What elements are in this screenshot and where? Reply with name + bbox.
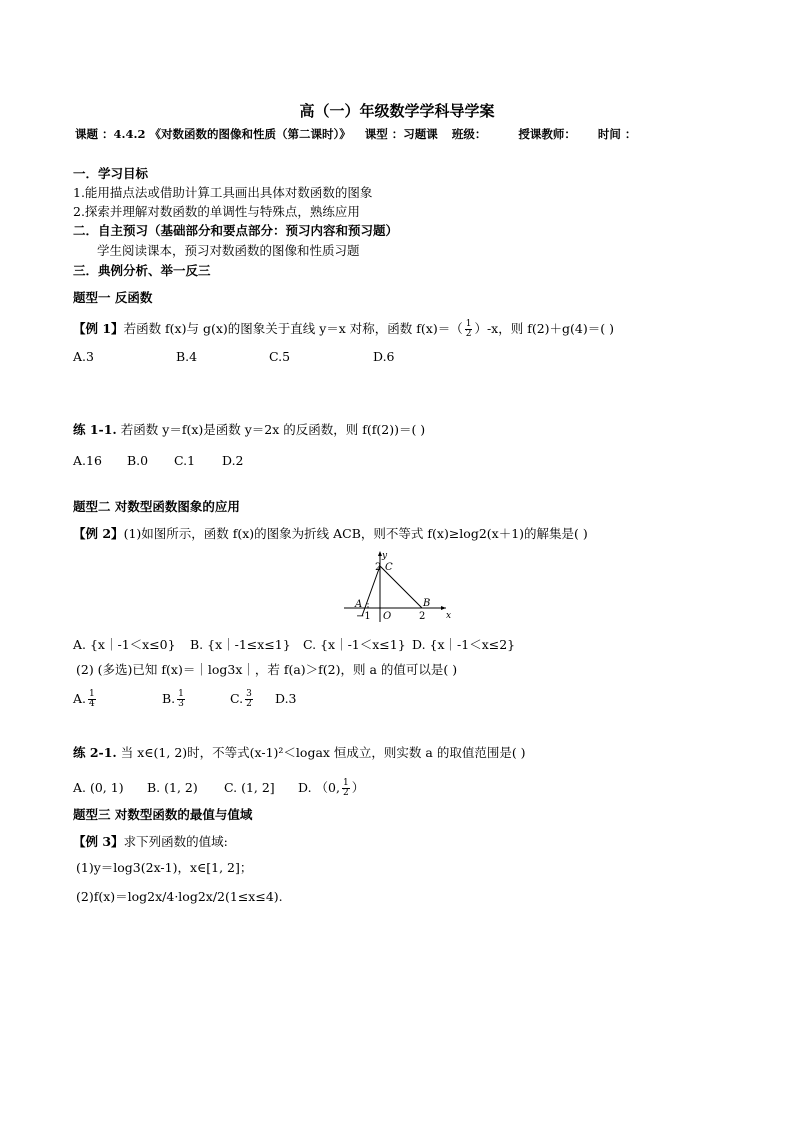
option-c: C. {x｜-1＜x≤1} bbox=[303, 637, 406, 652]
example-3: 【例 3】求下列函数的值域: bbox=[73, 834, 228, 849]
type-2-heading: 题型二 对数型函数图象的应用 bbox=[73, 499, 240, 514]
y-tick-2: 2 bbox=[375, 562, 382, 573]
option-b: B. {x｜-1≤x≤1} bbox=[190, 637, 291, 652]
section-2-heading: 二．自主预习（基础部分和要点部分：预习内容和预习题） bbox=[73, 223, 399, 238]
option-b: B.0 bbox=[127, 453, 149, 468]
option-c: C.1 bbox=[174, 453, 196, 468]
option-c: C. (1, 2] bbox=[224, 780, 275, 795]
objective-2: 2.探索并理解对数函数的单调性与特殊点，熟练应用 bbox=[73, 204, 360, 219]
origin-o: O bbox=[383, 611, 392, 622]
objective-1: 1.能用描点法或借助计算工具画出具体对数函数的图象 bbox=[73, 185, 373, 200]
lesson-header bbox=[75, 126, 646, 142]
practice-2-1-options bbox=[73, 779, 364, 798]
teacher-field: 授课教师： bbox=[518, 127, 576, 141]
polyline-graph-figure bbox=[340, 548, 460, 624]
practice-2-1: 练 2-1. 当 x∈(1, 2)时，不等式(x-1)²＜logax 恒成立，则实数 a 的取值范围是( ) bbox=[73, 745, 526, 760]
type-1-heading: 题型一 反函数 bbox=[73, 290, 153, 305]
option-c: C. $\frac{3}{2}$ bbox=[230, 689, 252, 709]
option-a: A.3 bbox=[73, 349, 94, 364]
time-field: 时间 ： bbox=[597, 127, 637, 141]
option-d: D.2 bbox=[222, 453, 244, 468]
option-a: A. $\frac{1}{4}$ bbox=[73, 689, 95, 709]
point-c: C bbox=[385, 562, 393, 573]
section-1-heading: 一．学习目标 bbox=[73, 166, 149, 181]
option-d: D.3 bbox=[275, 691, 297, 706]
practice-1-1: 练 1-1. 若函数 y＝f(x)是函数 y＝2x 的反函数，则 f(f(2))＝( ) bbox=[73, 422, 426, 437]
y-label: y bbox=[382, 551, 388, 561]
example-2-options bbox=[73, 637, 515, 653]
x-label: x bbox=[446, 611, 452, 621]
option-a: A. {x｜-1＜x≤0} bbox=[73, 637, 176, 652]
example-2-part-2-options bbox=[73, 690, 297, 709]
lesson-type: 课型 ：习题课 bbox=[364, 127, 438, 141]
option-d: D. （0, $\frac{1}{2}$ ） bbox=[298, 778, 365, 798]
example-1-options bbox=[73, 349, 395, 365]
example-1: 【例 1】若函数 f(x)与 g(x)的图象关于直线 y＝x 对称，函数 f(x)＝（ $\frac{1}{2}$ ）-x，则 f(2)＋g(4)＝( ) bbox=[73, 319, 614, 339]
x-tick-2: 2 bbox=[419, 611, 426, 622]
option-c: C.5 bbox=[269, 349, 291, 364]
type-3-heading: 题型三 对数型函数的最值与值域 bbox=[73, 807, 253, 822]
example-3-part-1: (1)y＝log3(2x-1)，x∈[1, 2]； bbox=[76, 860, 253, 875]
section-3-heading: 三．典例分析、举一反三 bbox=[73, 263, 211, 278]
point-b: B bbox=[423, 598, 431, 609]
lesson-topic: 课题 ：4.4.2 《对数函数的图像和性质（第二课时）》 bbox=[75, 127, 351, 141]
option-a: A.16 bbox=[73, 453, 102, 468]
example-2: 【例 2】(1)如图所示，函数 f(x)的图象为折线 ACB，则不等式 f(x)≥log2(x＋1)的解集是( ) bbox=[73, 526, 588, 541]
x-axis-arrow bbox=[441, 606, 446, 610]
class-field: 班级： bbox=[451, 127, 487, 141]
option-b: B. (1, 2) bbox=[147, 780, 198, 795]
option-b: B.4 bbox=[176, 349, 198, 364]
preview-text: 学生阅读课本，预习对数函数的图像和性质习题 bbox=[97, 243, 360, 258]
page-title: 高（一）年级数学学科导学案 bbox=[299, 102, 495, 120]
option-a: A. (0, 1) bbox=[73, 780, 124, 795]
option-d: D.6 bbox=[373, 349, 395, 364]
practice-1-1-options bbox=[73, 453, 244, 469]
x-tick-neg1: −1 bbox=[356, 611, 371, 622]
option-b: B. $\frac{1}{3}$ bbox=[162, 689, 184, 709]
option-d: D. {x｜-1＜x≤2} bbox=[412, 637, 516, 652]
point-a: A bbox=[355, 599, 363, 610]
example-2-part-2: (2) (多选)已知 f(x)＝｜log3x｜，若 f(a)＞f(2)，则 a 的值可以是( ) bbox=[76, 662, 458, 677]
example-3-part-2: (2)f(x)＝log2x/4·log2x/2(1≤x≤4). bbox=[76, 889, 283, 904]
